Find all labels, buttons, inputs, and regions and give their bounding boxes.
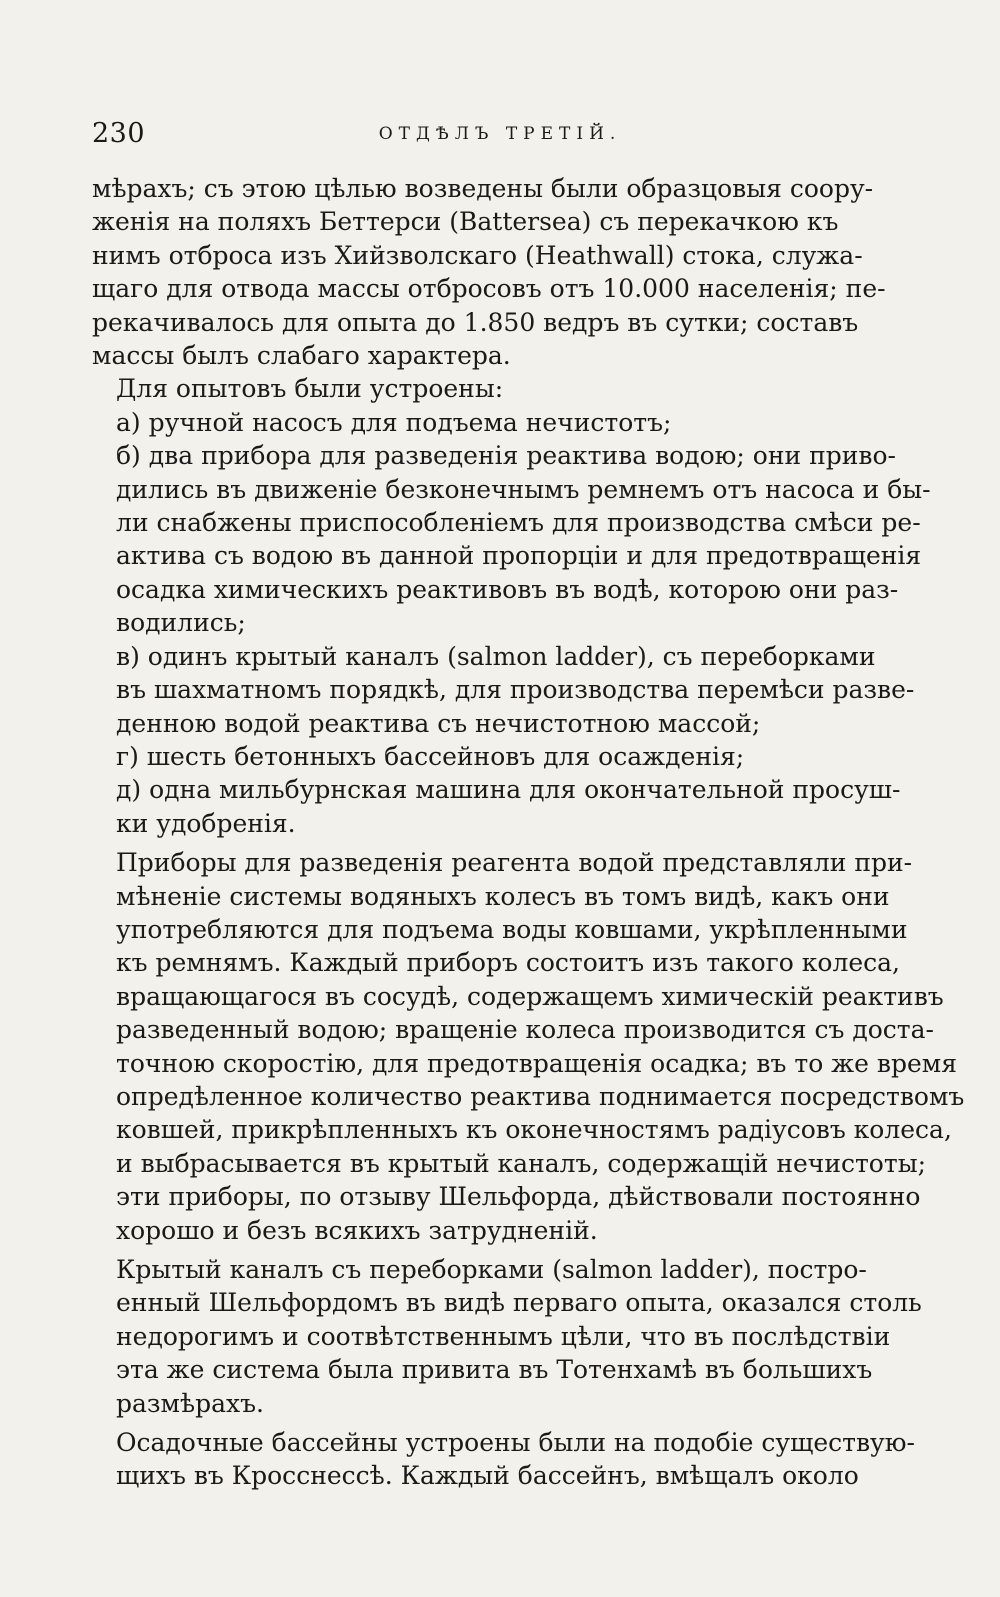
text-line: осадка химическихъ реактивовъ въ водѣ, которою они раз- xyxy=(116,574,899,604)
text-line: точною скоростію, для предотвращенія осадка; въ то же время xyxy=(116,1048,958,1078)
text-line: недорогимъ и соотвѣтственнымъ цѣли, что въ послѣдствіи xyxy=(116,1321,891,1351)
text-line: а) ручной насосъ для подъема нечистотъ; xyxy=(116,407,672,437)
text-line: Приборы для разведенія реагента водой представляли при- xyxy=(116,848,913,878)
page-number: 230 xyxy=(92,118,146,149)
text-line: разведенный водою; вращеніе колеса производится съ доста- xyxy=(116,1015,934,1045)
text-line: нимъ отброса изъ Хийзволскаго (Heathwall) стока, служа- xyxy=(92,240,863,270)
text-line: опредѣленное количество реактива поднимается посредствомъ xyxy=(116,1081,965,1111)
paragraph-list-intro xyxy=(92,372,898,405)
text-line: массы былъ слабаго характера. xyxy=(92,341,511,371)
text-line: мѣненіе системы водяныхъ колесъ въ томъ видѣ, какъ они xyxy=(116,881,890,911)
text-line: д) одна мильбурнская машина для окончательной просуш- xyxy=(116,775,901,805)
list-item-b xyxy=(92,439,931,639)
text-line: актива съ водою въ данной пропорціи и для предотвращенія xyxy=(116,541,922,571)
text-line: и выбрасывается въ крытый каналъ, содержащій нечистоты; xyxy=(116,1148,927,1178)
list-item-v xyxy=(92,640,915,740)
text-line: мѣрахъ; съ этою цѣлью возведены были образцовыя соору- xyxy=(92,174,874,203)
paragraph-devices xyxy=(92,846,965,1247)
text-line: Осадочные бассейны устроены были на подобіе существую- xyxy=(116,1428,915,1458)
text-line: ли снабжены приспособленіемъ для производства смѣси ре- xyxy=(116,508,921,538)
text-line: Крытый каналъ съ переборками (salmon ladder), постро- xyxy=(116,1255,867,1284)
text-line: ковшей, прикрѣпленныхъ къ оконечностямъ радіусовъ колеса, xyxy=(116,1115,952,1145)
text-line: размѣрахъ. xyxy=(116,1388,264,1418)
list-item-a xyxy=(92,406,898,439)
text-line: водились; xyxy=(116,608,246,638)
text-line: б) два прибора для разведенія реактива водою; они приво- xyxy=(116,441,897,471)
text-line: щихъ въ Кросснессѣ. Каждый бассейнъ, вмѣщалъ около xyxy=(116,1461,859,1491)
paragraph-channel xyxy=(92,1253,922,1420)
page-body xyxy=(92,172,965,1493)
text-line: дились въ движеніе безконечнымъ ремнемъ отъ насоса и бы- xyxy=(116,474,931,504)
text-line: Для опытовъ были устроены: xyxy=(116,374,504,404)
text-line: в) одинъ крытый каналъ (salmon ladder), съ переборками xyxy=(116,641,876,671)
text-line: хорошо и безъ всякихъ затрудненій. xyxy=(116,1215,598,1245)
text-line: денною водой реактива съ нечистотною массой; xyxy=(116,708,761,738)
text-line: ки удобренія. xyxy=(116,808,296,838)
text-line: г) шесть бетонныхъ бассейновъ для осажденія; xyxy=(116,741,745,771)
text-line: эти приборы, по отзыву Шельфорда, дѣйствовали постоянно xyxy=(116,1182,921,1212)
text-line: къ ремнямъ. Каждый приборъ состоитъ изъ такого колеса, xyxy=(116,948,900,978)
text-line: щаго для отвода массы отбросовъ отъ 10.000 населенія; пе- xyxy=(92,274,886,304)
running-head: ОТДѢЛЪ ТРЕТIЙ. xyxy=(378,124,622,144)
text-line: женія на поляхъ Беттерси (Battersea) съ перекачкою къ xyxy=(92,207,839,237)
text-line: въ шахматномъ порядкѣ, для производства перемѣси разве- xyxy=(116,675,915,705)
text-line: рекачивалось для опыта до 1.850 ведръ въ сутки; составъ xyxy=(92,307,859,337)
text-line: енный Шельфордомъ въ видѣ перваго опыта, оказался столь xyxy=(116,1288,922,1318)
text-line: употребляются для подъема воды ковшами, укрѣпленными xyxy=(116,914,908,944)
paragraph-basins xyxy=(92,1426,915,1493)
paragraph-intro xyxy=(92,172,898,372)
text-line: вращающагося въ сосудѣ, содержащемъ химическій реактивъ xyxy=(116,981,944,1011)
text-line: эта же система была привита въ Тотенхамѣ въ большихъ xyxy=(116,1355,873,1385)
list-item-d xyxy=(92,773,901,840)
list-item-g xyxy=(92,740,898,773)
